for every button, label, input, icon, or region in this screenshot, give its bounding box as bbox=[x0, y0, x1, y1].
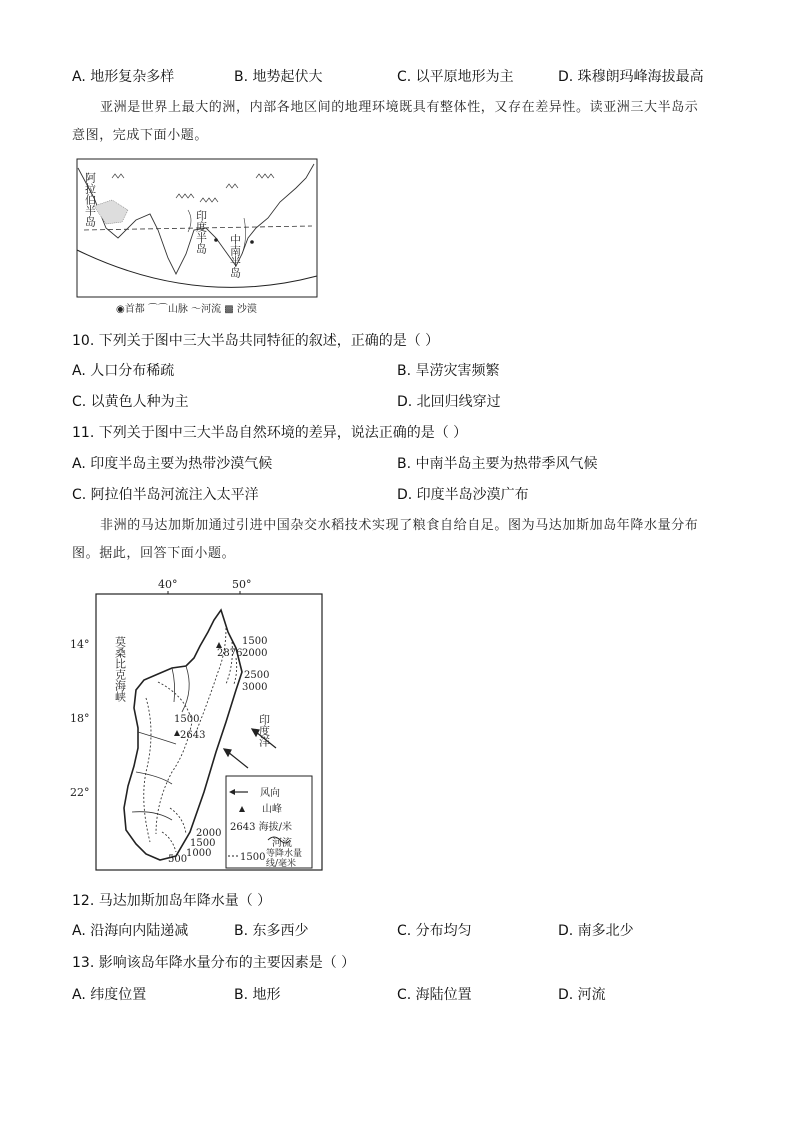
intro-1-line-2: 意图，完成下面小题。 bbox=[72, 128, 209, 143]
q12-option-b[interactable]: B. 东多西少 bbox=[234, 923, 309, 939]
peak-2876: 2876 bbox=[217, 648, 243, 659]
q10-option-d[interactable]: D. 北回归线穿过 bbox=[397, 394, 501, 410]
q13-stem: 13. 影响该岛年降水量分布的主要因素是（ ） bbox=[72, 955, 356, 971]
lon-label-40: 40° bbox=[158, 578, 178, 591]
iso-label-2000-ne: 2000 bbox=[242, 648, 268, 659]
q12-stem: 12. 马达加斯加岛年降水量（ ） bbox=[72, 893, 272, 909]
lat-label-22: 22° bbox=[70, 786, 90, 799]
legend-iso-value: 1500 bbox=[240, 852, 266, 863]
map2-legend bbox=[226, 776, 312, 869]
legend-iso-text-1: 等降水量 bbox=[266, 849, 303, 859]
label-arabia: 阿拉伯半岛 bbox=[83, 172, 97, 227]
iso-label-2000-s: 2000 bbox=[196, 828, 222, 839]
q12-option-a[interactable]: A. 沿海向内陆递减 bbox=[72, 923, 189, 939]
q9-option-c[interactable]: C. 以平原地形为主 bbox=[397, 69, 514, 85]
iso-label-1500-ne: 1500 bbox=[242, 636, 268, 647]
map1-legend: ◉首都 ⌒⌒山脉 ～河流 ▩ 沙漠 bbox=[116, 304, 257, 315]
q9-option-b[interactable]: B. 地势起伏大 bbox=[234, 69, 323, 85]
legend-wind: 风向 bbox=[260, 788, 280, 799]
legend-river: 河流 bbox=[272, 838, 292, 849]
q13-option-a[interactable]: A. 纬度位置 bbox=[72, 987, 147, 1003]
q11-option-a[interactable]: A. 印度半岛主要为热带沙漠气候 bbox=[72, 456, 273, 472]
q9-option-d[interactable]: D. 珠穆朗玛峰海拔最高 bbox=[558, 69, 704, 85]
iso-label-1500-c: 1500 bbox=[174, 714, 200, 725]
q12-option-c[interactable]: C. 分布均匀 bbox=[397, 923, 472, 939]
q13-option-c[interactable]: C. 海陆位置 bbox=[397, 987, 472, 1003]
q10-option-c[interactable]: C. 以黄色人种为主 bbox=[72, 394, 189, 410]
iso-label-2500-ne: 2500 bbox=[244, 670, 270, 681]
q10-option-b[interactable]: B. 旱涝灾害频繁 bbox=[397, 363, 500, 379]
q11-option-d[interactable]: D. 印度半岛沙漠广布 bbox=[397, 487, 529, 503]
label-india: 印度半岛 bbox=[194, 210, 208, 254]
peak-2643: 2643 bbox=[180, 730, 206, 741]
q12-option-d[interactable]: D. 南多北少 bbox=[558, 923, 634, 939]
intro-paragraph-2 bbox=[72, 512, 732, 568]
label-indochina: 中南半岛 bbox=[228, 234, 242, 278]
iso-label-3000-ne: 3000 bbox=[242, 682, 268, 693]
iso-label-500-s: 500 bbox=[168, 854, 188, 865]
label-mozambique-channel: 莫桑比克海峡 bbox=[113, 636, 127, 702]
intro-paragraph-1 bbox=[72, 94, 732, 150]
label-indian-ocean: 印度洋 bbox=[257, 714, 271, 747]
intro-1-line-1: 亚洲是世界上最大的洲，内部各地区间的地理环境既具有整体性，又存在差异性。读亚洲三大半岛示 bbox=[100, 100, 699, 115]
asia-peninsulas-map bbox=[76, 158, 320, 318]
iso-label-1000-s: 1000 bbox=[186, 848, 212, 859]
legend-elev: 2643 海拔/米 bbox=[230, 822, 292, 833]
q13-option-d[interactable]: D. 河流 bbox=[558, 987, 606, 1003]
intro-2-line-1: 非洲的马达加斯加通过引进中国杂交水稻技术实现了粮食自给自足。图为马达加斯加岛年降水量分布 bbox=[100, 518, 699, 533]
legend-peak: 山峰 bbox=[262, 804, 282, 815]
madagascar-precip-map bbox=[70, 572, 326, 874]
lon-label-50: 50° bbox=[232, 578, 252, 591]
q11-option-b[interactable]: B. 中南半岛主要为热带季风气候 bbox=[397, 456, 598, 472]
q11-option-c[interactable]: C. 阿拉伯半岛河流注入太平洋 bbox=[72, 487, 259, 503]
intro-2-line-2: 图。据此，回答下面小题。 bbox=[72, 546, 236, 561]
q10-option-a[interactable]: A. 人口分布稀疏 bbox=[72, 363, 175, 379]
iso-label-1500-s: 1500 bbox=[190, 838, 216, 849]
lat-label-18: 18° bbox=[70, 712, 90, 725]
q11-stem: 11. 下列关于图中三大半岛自然环境的差异，说法正确的是（ ） bbox=[72, 425, 468, 441]
q10-stem: 10. 下列关于图中三大半岛共同特征的叙述，正确的是（ ） bbox=[72, 333, 440, 349]
lat-label-14: 14° bbox=[70, 638, 90, 651]
q13-option-b[interactable]: B. 地形 bbox=[234, 987, 281, 1003]
legend-iso-text-2: 线/毫米 bbox=[266, 859, 297, 869]
q9-option-a[interactable]: A. 地形复杂多样 bbox=[72, 69, 175, 85]
